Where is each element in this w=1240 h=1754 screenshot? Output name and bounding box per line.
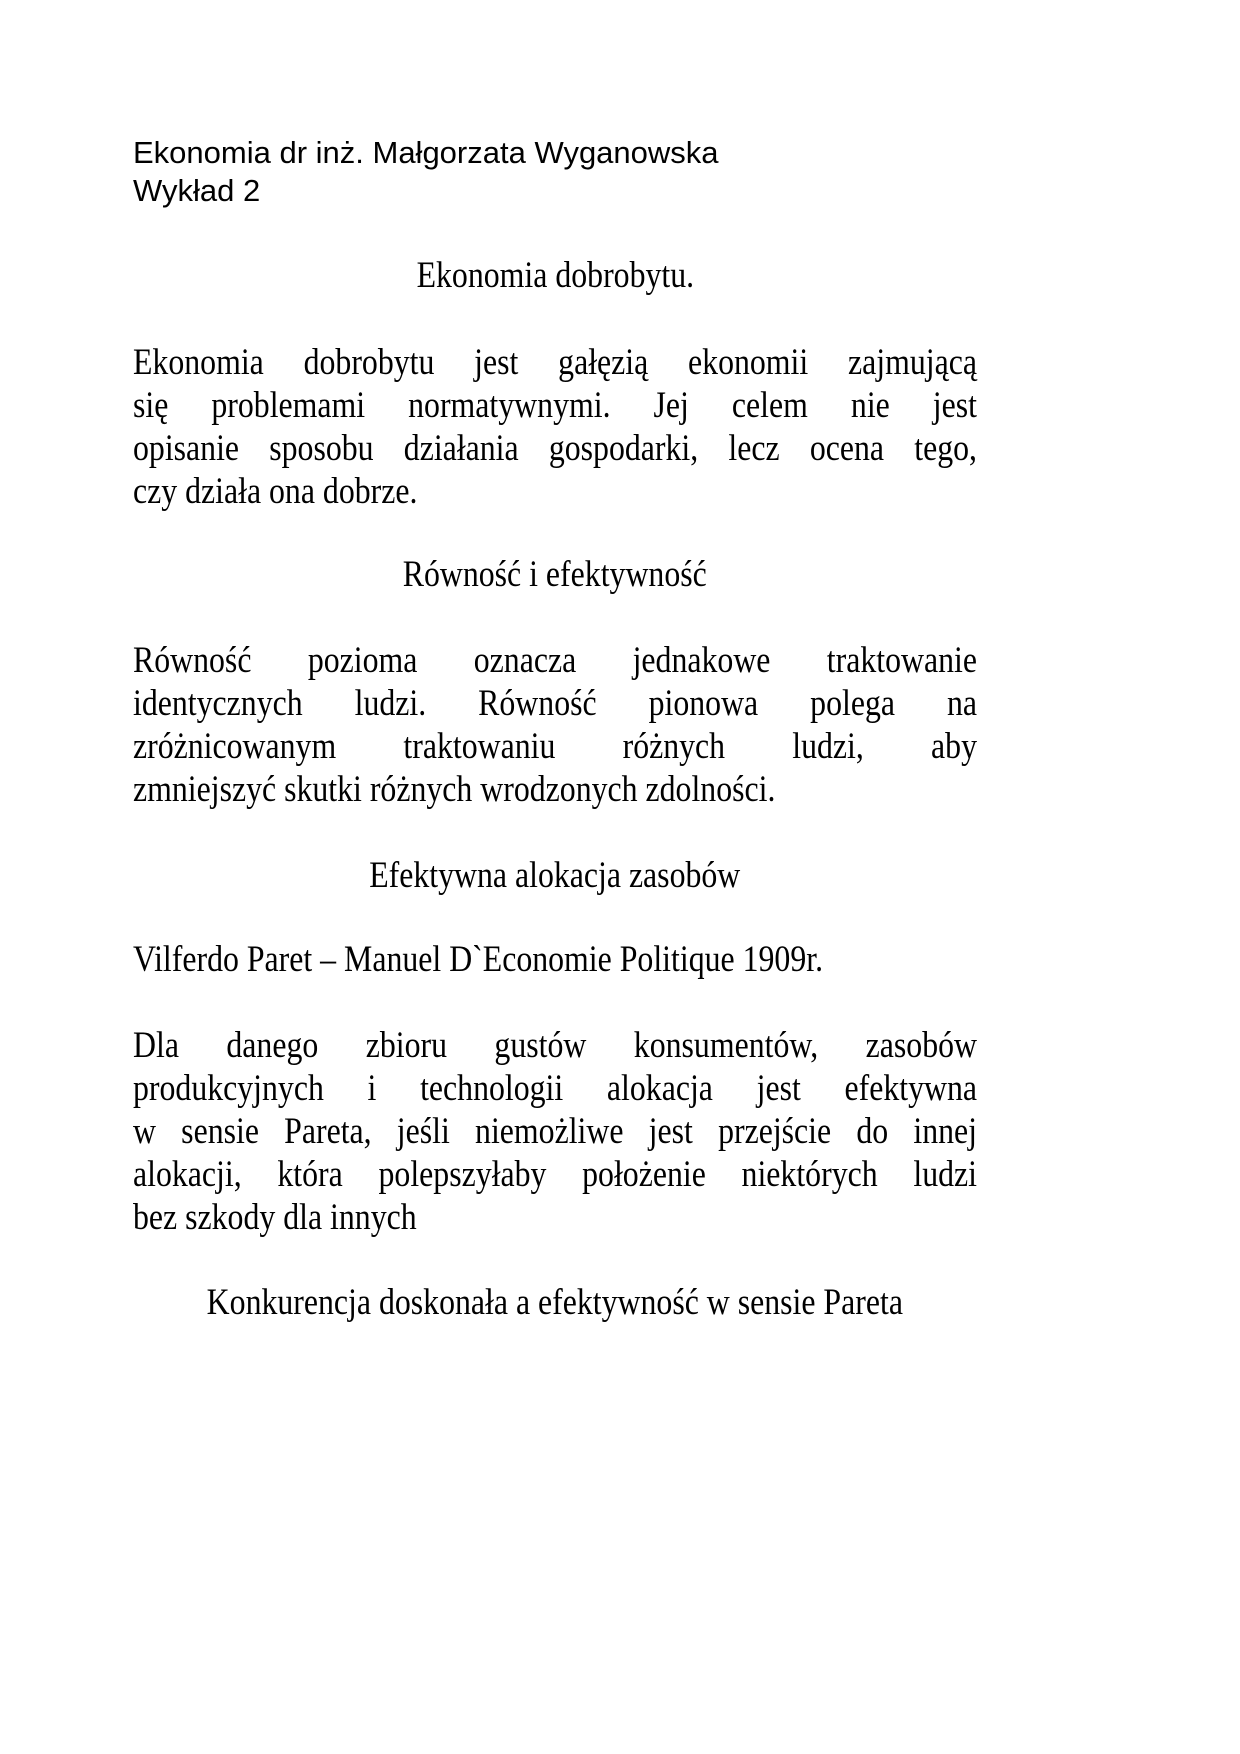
text-line: produkcyjnych i technologii alokacja jest efektywna: [133, 1068, 977, 1109]
text-line: Ekonomia dobrobytu jest gałęzią ekonomii zajmującą: [133, 342, 977, 383]
text-line: czy działa ona dobrze.: [133, 471, 418, 512]
heading-efektywna-alokacja: [133, 854, 977, 897]
header-lecture-number: Wykład 2: [133, 173, 261, 208]
text-line: się problemami normatywnymi. Jej celem nie jest: [133, 385, 977, 426]
heading-text: Równość i efektywność: [402, 554, 708, 595]
heading-ekonomia-dobrobytu: [133, 254, 977, 297]
header-course-author: Ekonomia dr inż. Małgorzata Wyganowska: [133, 135, 719, 170]
paragraph-pareto-definition: [133, 1024, 977, 1239]
heading-text: Ekonomia dobrobytu.: [416, 255, 694, 296]
heading-text: Konkurencja doskonała a efektywność w sensie Pareta: [206, 1282, 904, 1323]
paragraph-pareto-reference: [133, 938, 977, 981]
heading-text: Efektywna alokacja zasobów: [369, 855, 741, 896]
heading-konkurencja-doskonala: [133, 1281, 977, 1324]
text-line: bez szkody dla innych: [133, 1197, 417, 1238]
text-line: alokacji, która polepszyłaby położenie niektórych ludzi: [133, 1154, 977, 1195]
text-line: zróżnicowanym traktowaniu różnych ludzi, aby: [133, 726, 977, 767]
text-line: identycznych ludzi. Równość pionowa polega na: [133, 683, 977, 724]
text-line: Vilferdo Paret – Manuel D`Economie Politique 1909r.: [133, 939, 824, 980]
paragraph-welfare-economics: [133, 341, 977, 513]
text-line: Równość pozioma oznacza jednakowe traktowanie: [133, 640, 977, 681]
text-line: zmniejszyć skutki różnych wrodzonych zdolności.: [133, 769, 776, 810]
text-line: opisanie sposobu działania gospodarki, lecz ocena tego,: [133, 428, 977, 469]
text-line: Dla danego zbioru gustów konsumentów, zasobów: [133, 1025, 977, 1066]
paragraph-equality: [133, 639, 977, 811]
heading-rownosc-efektywnosc: [133, 553, 977, 596]
text-line: w sensie Pareta, jeśli niemożliwe jest przejście do innej: [133, 1111, 977, 1152]
